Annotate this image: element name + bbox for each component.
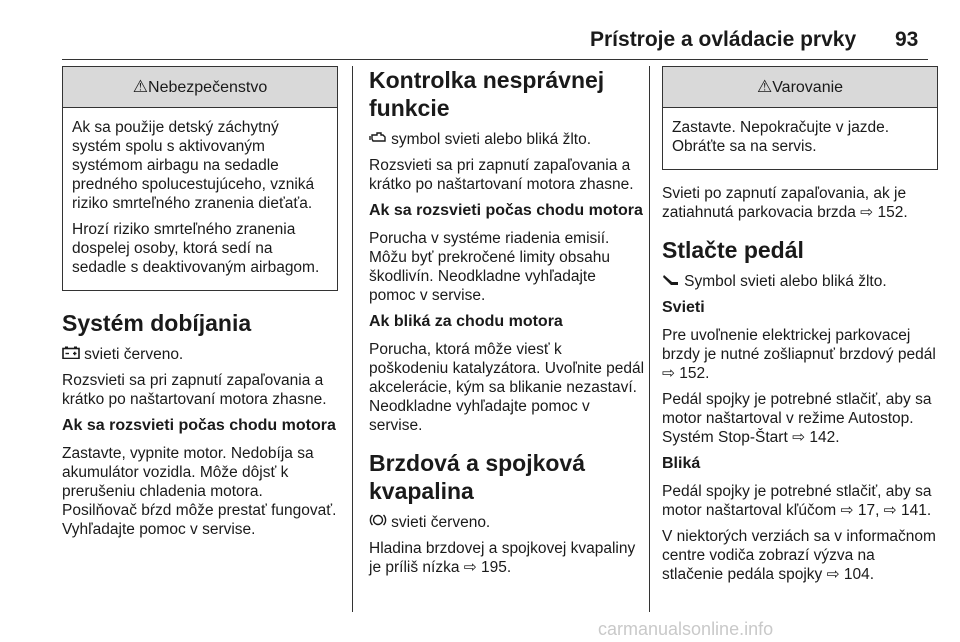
pedal-lit-text-1: Pre uvoľnenie elektrickej parkovacej brzdy je nutné zošliapnuť brzdový pedál ⇨ 152. [662, 327, 936, 382]
pedal-icon [662, 273, 684, 290]
subheading-lit: Svieti [662, 299, 705, 316]
pedal-icon-line: Symbol svieti alebo bliká žlto. [662, 272, 938, 291]
section-title-press-pedal: Stlačte pedál [662, 237, 804, 263]
malfunction-text: Rozsvieti sa pri zapnutí zapaľovania a krátko po naštartovaní motora zhasne. [369, 157, 634, 193]
footer-watermark: carmanualsonline.info [598, 619, 774, 639]
charging-text: Rozsvieti sa pri zapnutí zapaľovania a krátko po naštartovaní motora zhasne. [62, 372, 327, 408]
brake-warning-icon [369, 514, 391, 531]
column-divider-1 [352, 66, 353, 612]
column-divider-2 [649, 66, 650, 612]
pedal-lit-text-2: Pedál spojky je potrebné stlačiť, aby sa motor naštartoval v režime Autostop. Systém Stop-Štart ⇨ 142. [662, 391, 932, 446]
malfunction-running-text: Porucha v systéme riadenia emisií. Môžu byť prekročené limity obsahu škodlivín. Neodkladne vyhľadajte pomoc v servise. [369, 230, 611, 304]
warning-box [662, 66, 938, 170]
malfunction-icon-line: symbol svieti alebo bliká žlto. [369, 130, 645, 149]
warning-triangle-icon: ⚠ [756, 77, 773, 96]
malfunction-blinking-text: Porucha, ktorá môže viesť k poškodeniu katalyzátora. Uvoľnite pedál akcelerácie, kým sa blikanie nezastaví. Neodkladne vyhľadajte pomoc v servise. [369, 341, 645, 434]
danger-text-2: Hrozí riziko smrteľného zranenia dospelej osoby, ktorá sedí na sedadle s deaktivovaným airbagom. [72, 221, 320, 276]
warning-box-body [663, 108, 937, 169]
warning-box-title: Varovanie [772, 79, 844, 96]
column-1 [62, 66, 338, 546]
parking-brake-text: Svieti po zapnutí zapaľovania, ak je zatiahnutá parkovacia brzda ⇨ 152. [662, 185, 908, 221]
warning-box-header [663, 67, 937, 108]
danger-box [62, 66, 338, 291]
pedal-blinking-text-2: V niektorých verziách sa v informačnom centre vodiča zobrazí výzva na stlačenie pedála spojky ⇨ 104. [662, 528, 936, 583]
danger-box-header [63, 67, 337, 108]
section-title-charging: Systém dobíjania [62, 310, 252, 336]
warning-text: Zastavte. Nepokračujte v jazde. Obráťte sa na servis. [672, 119, 890, 155]
section-title-brake-fluid: Brzdová a spojková kvapalina [369, 450, 586, 504]
brake-fluid-text: Hladina brzdovej a spojkovej kvapaliny je príliš nízka ⇨ 195. [369, 540, 636, 576]
battery-icon [62, 346, 84, 363]
subheading-blinking: Bliká [662, 455, 701, 472]
engine-check-icon [369, 131, 391, 148]
subheading-malfunction-running: Ak sa rozsvieti počas chodu motora [369, 202, 643, 219]
column-2 [369, 66, 645, 584]
charging-running-text: Zastavte, vypnite motor. Nedobíja sa akumulátor vozidla. Môže dôjsť k prerušeniu chladenia motora. Posilňovač bŕzd môže prestať fungovať. Vyhľadajte pomoc v servise. [62, 445, 337, 538]
danger-box-body [63, 108, 337, 290]
danger-text-1: Ak sa použije detský záchytný systém spolu s aktivovaným systémom airbagu na sedadle predného spolucestujúceho, vzniká riziko smrteľného zranenia dieťaťa. [72, 119, 315, 212]
header-rule [62, 59, 928, 60]
pedal-blinking-text-1: Pedál spojky je potrebné stlačiť, aby sa motor naštartoval kľúčom ⇨ 17, ⇨ 141. [662, 483, 932, 519]
subheading-charging-running: Ak sa rozsvieti počas chodu motora [62, 417, 336, 434]
charging-icon-line: svieti červeno. [62, 345, 338, 364]
column-3 [662, 66, 938, 591]
section-title-malfunction: Kontrolka nesprávnej funkcie [369, 67, 605, 121]
warning-triangle-icon: ⚠ [132, 77, 149, 96]
danger-box-title: Nebezpečenstvo [148, 79, 268, 96]
header-title: Prístroje a ovládacie prvky [590, 28, 857, 51]
subheading-malfunction-blinking: Ak bliká za chodu motora [369, 313, 563, 330]
brake-icon-line: svieti červeno. [369, 513, 645, 532]
page-number: 93 [895, 28, 919, 51]
